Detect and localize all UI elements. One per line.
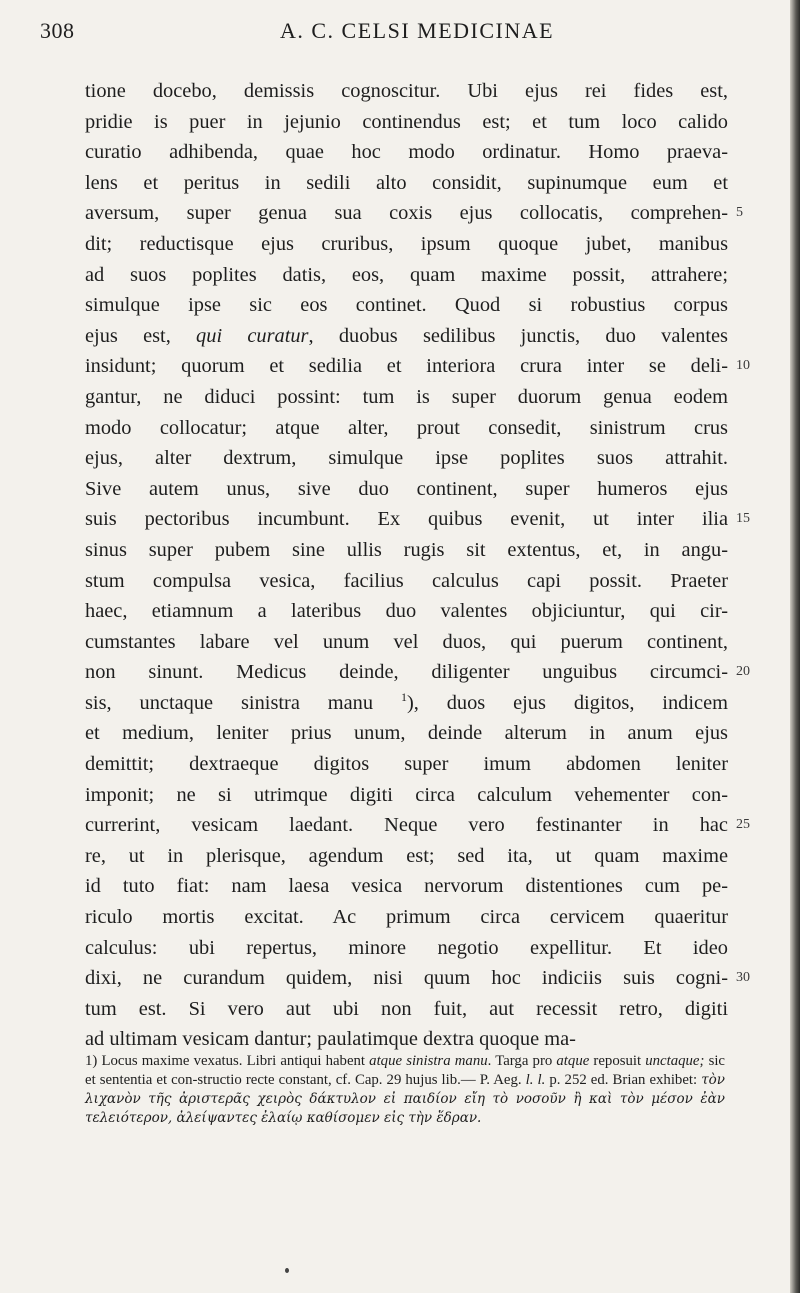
text-line: simulque ipse sic eos continet. Quod si robustius corpus [85,294,728,317]
italic-phrase: qui curatur [196,324,309,347]
text-line: Sive autem unus, sive duo continent, super humeros ejus [85,477,728,500]
text-line: currerint, vesicam laedant. Neque vero festinanter in hac [85,814,728,837]
footnote-italic: atque [556,1053,590,1069]
text-line: non sinunt. Medicus deinde, diligenter unguibus circumci- [85,661,728,684]
text-line: imponit; ne si utrimque digiti circa calculum vehementer con- [85,783,728,806]
text-line: curatio adhibenda, quae hoc modo ordinatur. Homo praeva- [85,141,728,164]
footnote-text: p. 252 ed. Brian exhibet: [545,1072,702,1088]
footnote-italic: atque sinistra manu [369,1053,488,1069]
text-line [85,321,728,352]
footnote-text: Locus maxime vexatus. Libri antiqui habent [97,1053,370,1069]
page-number: 308 [40,18,75,43]
text-line: sinus super pubem sine ullis rugis sit extentus, et, in angu- [85,538,728,561]
text-line: pridie is puer in jejunio continendus est; et tum loco calido [85,110,728,133]
text-line: stum compulsa vesica, facilius calculus capi possit. Praeter [85,569,728,592]
footnote [85,1052,725,1128]
line-number: 5 [736,205,743,220]
text-line: demittit; dextraeque digitos super imum abdomen leniter [85,753,728,776]
text-segment: ejus est, [85,324,197,347]
text-line: dixi, ne curandum quidem, nisi quum hoc indiciis suis cogni- [85,967,728,990]
footnote-italic: unctaque; [645,1053,705,1069]
footnote-reference: 1 [400,690,407,705]
text-line: calculus: ubi repertus, minore negotio expellitur. Et ideo [85,936,728,959]
text-line: id tuto fiat: nam laesa vesica nervorum distentiones cum pe- [85,875,728,898]
text-line: gantur, ne diduci possint: tum is super duorum genua eodem [85,385,728,408]
text-line: ad suos poplites datis, eos, quam maxime possit, attrahere; [85,263,728,286]
text-segment: ), duos ejus digitos, indicem [406,691,728,714]
text-line: ad ultimam vesicam dantur; paulatimque dextra quoque ma- [85,1028,576,1051]
text-line: re, ut in plerisque, agendum est; sed ita, ut quam maxime [85,844,728,867]
text-line: ejus, alter dextrum, simulque ipse poplites suos attrahit. [85,447,728,470]
footnote-text: reposuit [589,1053,646,1069]
text-line: tione docebo, demissis cognoscitur. Ubi ejus rei fides est, [85,80,728,102]
footnote-greek-quote: τὸν λιχανὸν τῆς ἀριστερᾶς χειρὸς δάκτυλον εἰ παιδίον εἴη τὸ νοσοῦν ἢ καὶ τὸν μέσον ἐὰν τελειότερον, ἀλείψαντες ἐλαίῳ καθίσομεν εἰς τὴν ἕδραν. [85,1072,725,1126]
footnote-italic: l. l. [525,1072,546,1088]
text-line: dit; reductisque ejus cruribus, ipsum quoque jubet, manibus [85,232,728,255]
text-line [85,688,728,719]
footnote-text: . Targa pro [487,1053,557,1069]
text-line: riculo mortis excitat. Ac primum circa cervicem quaeritur [85,906,728,929]
page-header [40,12,740,52]
footnote-text: sic et sententia et con-structio recte constant, cf. Cap. 29 hujus lib.— P. Aeg. [85,1053,726,1088]
main-text [85,76,728,1055]
line-number: 25 [736,817,750,832]
running-title: A. C. CELSI MEDICINAE [280,18,555,43]
text-line: insidunt; quorum et sedilia et interiora crura inter se deli- [85,355,728,378]
text-line: suis pectoribus incumbunt. Ex quibus evenit, ut inter ilia [85,508,728,531]
line-number: 15 [736,511,750,526]
text-line: et medium, leniter prius unum, deinde alterum in anum ejus [85,722,728,745]
text-line: lens et peritus in sedili alto considit, supinumque eum et [85,171,728,194]
text-segment: sis, unctaque sinistra manu [85,691,401,714]
text-line: tum est. Si vero aut ubi non fuit, aut recessit retro, digiti [85,997,728,1020]
page-edge-shadow [790,0,800,1293]
text-line: aversum, super genua sua coxis ejus collocatis, comprehen- [85,202,728,225]
footnote-marker: 1) [85,1053,98,1069]
line-number: 20 [736,664,750,679]
text-segment: , duobus sedilibus junctis, duo valentes [308,324,728,347]
text-line: cumstantes labare vel unum vel duos, qui puerum continent, [85,630,728,653]
text-line: modo collocatur; atque alter, prout consedit, sinistrum crus [85,416,728,439]
line-number: 30 [736,970,750,985]
text-line: haec, etiamnum a lateribus duo valentes objiciuntur, qui cir- [85,600,728,623]
line-number: 10 [736,358,750,373]
ink-speck [285,1268,289,1273]
